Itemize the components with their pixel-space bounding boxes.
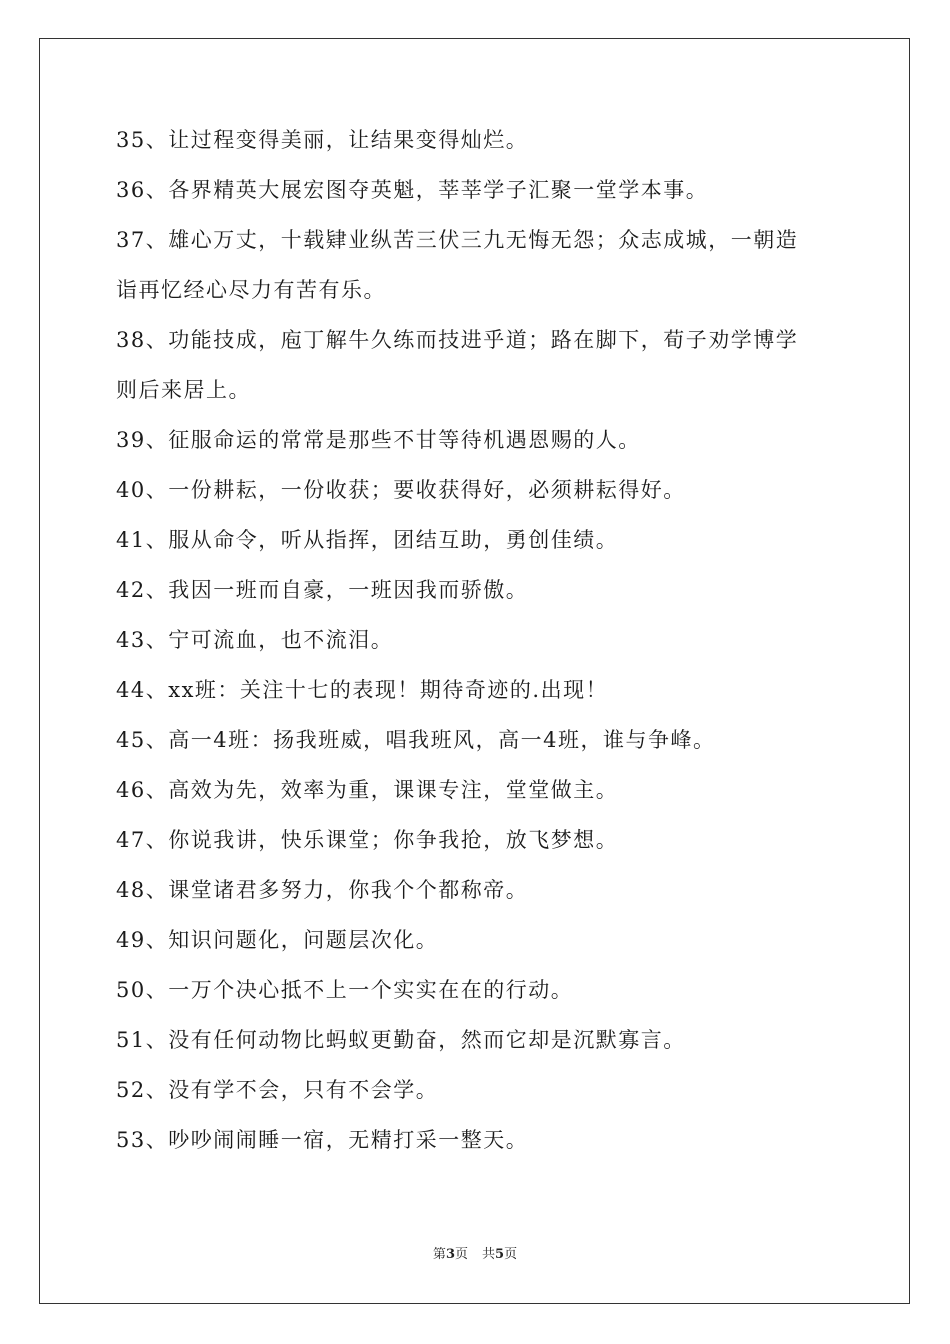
current-page: 3 (445, 1247, 455, 1262)
total-pages: 5 (495, 1247, 505, 1262)
text-line: 37、雄心万丈，十载肄业纵苦三伏三九无悔无怨；众志成城，一朝造 (116, 228, 799, 252)
page-footer (0, 1247, 950, 1263)
text-line: 38、功能技成，庖丁解牛久练而技进乎道；路在脚下，荀子劝学博学 (116, 328, 799, 352)
text-line: 则后来居上。 (116, 378, 251, 402)
text-line: 35、让过程变得美丽，让结果变得灿烂。 (116, 128, 529, 152)
page-prefix: 第 (432, 1247, 446, 1262)
page-number (433, 1247, 468, 1262)
text-line: 45、高一4班：扬我班威，唱我班风，高一4班，谁与争峰。 (116, 728, 716, 752)
text-line: 36、各界精英大展宏图夺英魁，莘莘学子汇聚一堂学本事。 (116, 178, 709, 202)
total-suffix: 页 (504, 1247, 518, 1262)
text-line: 49、知识问题化，问题层次化。 (116, 928, 439, 952)
text-line: 50、一万个决心抵不上一个实实在在的行动。 (116, 978, 574, 1002)
text-line: 52、没有学不会，只有不会学。 (116, 1078, 439, 1102)
page-total (482, 1247, 517, 1262)
text-line: 53、吵吵闹闹睡一宿，无精打采一整天。 (116, 1128, 529, 1152)
text-line: 诣再忆经心尽力有苦有乐。 (116, 278, 386, 302)
document-body (116, 128, 846, 1178)
text-line: 39、征服命运的常常是那些不甘等待机遇恩赐的人。 (116, 428, 641, 452)
text-line: 48、课堂诸君多努力，你我个个都称帝。 (116, 878, 529, 902)
page-suffix: 页 (454, 1247, 468, 1262)
text-line: 41、服从命令，听从指挥，团结互助，勇创佳绩。 (116, 528, 619, 552)
text-line: 43、宁可流血，也不流泪。 (116, 628, 394, 652)
text-line: 44、xx班：关注十七的表现！期待奇迹的.出现！ (116, 678, 609, 702)
text-line: 42、我因一班而自豪，一班因我而骄傲。 (116, 578, 529, 602)
text-line: 47、你说我讲，快乐课堂；你争我抢，放飞梦想。 (116, 828, 619, 852)
text-line: 40、一份耕耘，一份收获；要收获得好，必须耕耘得好。 (116, 478, 686, 502)
text-line: 46、高效为先，效率为重，课课专注，堂堂做主。 (116, 778, 619, 802)
total-prefix: 共 (482, 1247, 496, 1262)
text-line: 51、没有任何动物比蚂蚁更勤奋，然而它却是沉默寡言。 (116, 1028, 686, 1052)
